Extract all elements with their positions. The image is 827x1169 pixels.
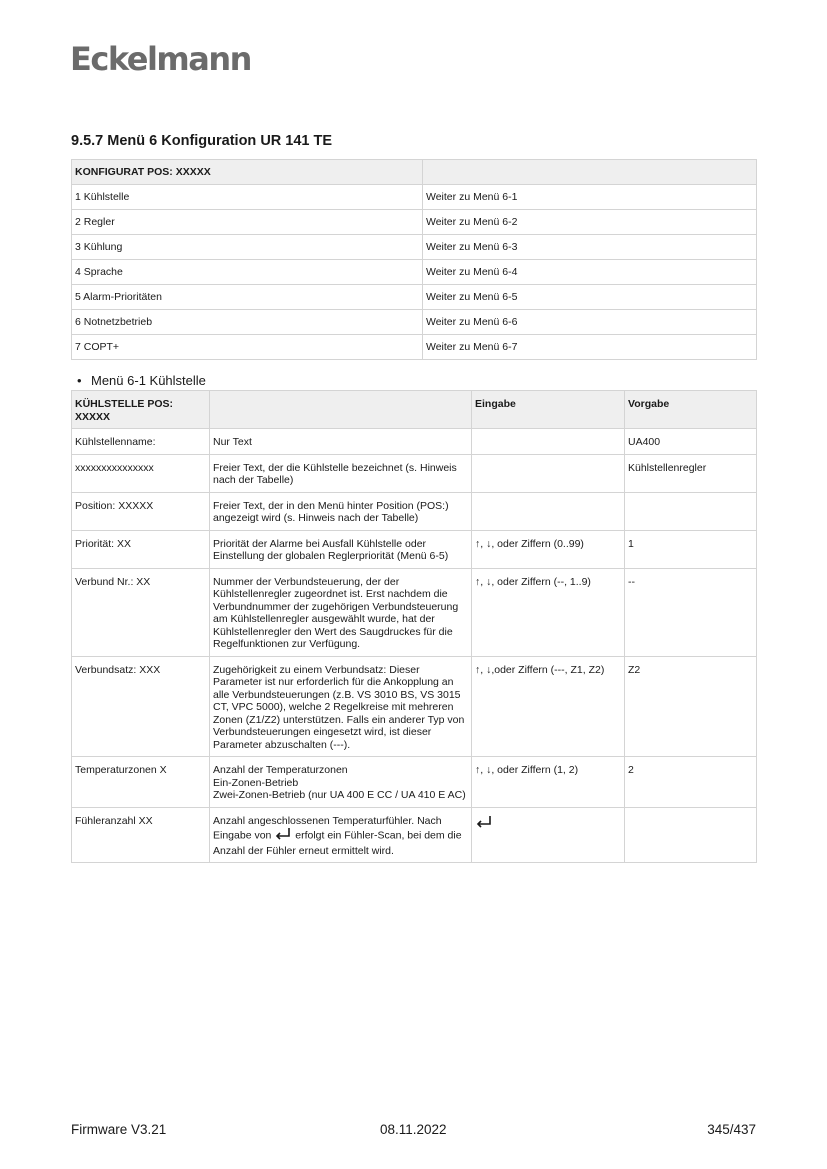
table-row <box>72 807 757 863</box>
table-row <box>72 656 757 757</box>
table-row <box>72 530 757 568</box>
parameter-name: Fühleranzahl XX <box>72 807 210 863</box>
description-text: erfolgt ein Fühler-Scan, bei dem die Anzahl der Fühler erneut ermittelt wird. <box>213 829 462 857</box>
menu-item-target: Weiter zu Menü 6-3 <box>423 235 757 260</box>
parameter-name: xxxxxxxxxxxxxxx <box>72 454 210 492</box>
table-row <box>72 310 757 335</box>
table-row <box>72 454 757 492</box>
parameter-name: Temperaturzonen X <box>72 757 210 808</box>
enter-key-icon <box>475 815 493 833</box>
description-text: Eingabe von <box>213 829 272 842</box>
bullet-dot-icon: • <box>77 373 82 388</box>
bullet-text: Menü 6-1 Kühlstelle <box>91 373 206 388</box>
menu-item-target: Weiter zu Menü 6-5 <box>423 285 757 310</box>
parameter-default <box>625 807 757 863</box>
menu-item-label: 2 Regler <box>72 210 423 235</box>
footer-page-number: 345/437 <box>707 1122 756 1137</box>
parameter-description: Nur Text <box>210 429 472 455</box>
parameter-default: Z2 <box>625 656 757 757</box>
parameter-description <box>210 807 472 863</box>
menu-item-label: 5 Alarm-Prioritäten <box>72 285 423 310</box>
parameter-name: Position: XXXXX <box>72 492 210 530</box>
description-line: Anzahl angeschlossenen Temperaturfühler. Nach <box>213 814 442 827</box>
table-row <box>72 429 757 455</box>
table-row <box>72 492 757 530</box>
parameter-input <box>472 492 625 530</box>
parameter-description: Zugehörigkeit zu einem Verbundsatz: Dieser Parameter ist nur erforderlich für die Ankopplung an alle Verbundsteuerungen (z.B. VS 3010 BS, VS 3015 CT, VPC 5000), welche 2 Regelkreise mit mehreren Zonen (Z1/Z2) unterstützen. Falls ein anderer Typ von Verbundsteuerungen eingesetzt wird, ist dieser Parameter abzuschalten (---). <box>210 656 472 757</box>
header-cell: Eingabe <box>472 391 625 429</box>
parameter-default: UA400 <box>625 429 757 455</box>
table-row <box>72 285 757 310</box>
kuehlstelle-parameter-table <box>71 390 757 863</box>
parameter-default <box>625 492 757 530</box>
menu-item-label: 6 Notnetzbetrieb <box>72 310 423 335</box>
parameter-default: Kühlstellenregler <box>625 454 757 492</box>
menu-item-target: Weiter zu Menü 6-4 <box>423 260 757 285</box>
table-header-row <box>72 160 757 185</box>
parameter-default: -- <box>625 568 757 656</box>
header-cell: Vorgabe <box>625 391 757 429</box>
footer-date: 08.11.2022 <box>380 1122 447 1137</box>
parameter-input: ↑, ↓, oder Ziffern (1, 2) <box>472 757 625 808</box>
parameter-name: Verbund Nr.: XX <box>72 568 210 656</box>
eckelmann-logo: Eckelmann <box>70 40 251 78</box>
parameter-input <box>472 454 625 492</box>
parameter-default: 1 <box>625 530 757 568</box>
header-cell: KONFIGURAT POS: XXXXX <box>72 160 423 185</box>
parameter-input: ↑, ↓, oder Ziffern (0..99) <box>472 530 625 568</box>
parameter-description: Freier Text, der in den Menü hinter Position (POS:) angezeigt wird (s. Hinweis nach der Tabelle) <box>210 492 472 530</box>
table-row <box>72 335 757 360</box>
bullet-menu-6-1 <box>77 373 206 388</box>
table-row <box>72 185 757 210</box>
parameter-input <box>472 429 625 455</box>
parameter-description: Freier Text, der die Kühlstelle bezeichnet (s. Hinweis nach der Tabelle) <box>210 454 472 492</box>
footer-firmware: Firmware V3.21 <box>71 1122 167 1137</box>
table-row <box>72 260 757 285</box>
configuration-menu-table <box>71 159 757 360</box>
parameter-description: Nummer der Verbundsteuerung, der der Kühlstellenregler zugeordnet ist. Erst nachdem die Verbundnummer der zugehörigen Verbundsteuerung am Kühlstellenregler ausgewählt wurde, hat der Kühlstellenregler den Wert des Saugdruckes für die Regelfunktionen zur Verfügung. <box>210 568 472 656</box>
enter-key-icon <box>274 827 292 845</box>
section-title: 9.5.7 Menü 6 Konfiguration UR 141 TE <box>71 133 333 149</box>
parameter-input: ↑, ↓, oder Ziffern (--, 1..9) <box>472 568 625 656</box>
table-row <box>72 210 757 235</box>
menu-item-target: Weiter zu Menü 6-1 <box>423 185 757 210</box>
menu-item-target: Weiter zu Menü 6-6 <box>423 310 757 335</box>
menu-item-label: 4 Sprache <box>72 260 423 285</box>
menu-item-label: 7 COPT+ <box>72 335 423 360</box>
header-cell <box>423 160 757 185</box>
table-row <box>72 235 757 260</box>
parameter-input <box>472 807 625 863</box>
table-row <box>72 568 757 656</box>
table-row <box>72 757 757 808</box>
parameter-name: Priorität: XX <box>72 530 210 568</box>
menu-item-label: 3 Kühlung <box>72 235 423 260</box>
parameter-description: Priorität der Alarme bei Ausfall Kühlstelle oder Einstellung der globalen Reglerpriorität (Menü 6-5) <box>210 530 472 568</box>
parameter-name: Verbundsatz: XXX <box>72 656 210 757</box>
header-cell <box>210 391 472 429</box>
menu-item-target: Weiter zu Menü 6-7 <box>423 335 757 360</box>
menu-item-target: Weiter zu Menü 6-2 <box>423 210 757 235</box>
menu-item-label: 1 Kühlstelle <box>72 185 423 210</box>
parameter-input: ↑, ↓,oder Ziffern (---, Z1, Z2) <box>472 656 625 757</box>
table-header-row <box>72 391 757 429</box>
parameter-default: 2 <box>625 757 757 808</box>
parameter-name: Kühlstellenname: <box>72 429 210 455</box>
parameter-description: Anzahl der Temperaturzonen Ein-Zonen-Betrieb Zwei-Zonen-Betrieb (nur UA 400 E CC / UA 410 E AC) <box>210 757 472 808</box>
header-cell: KÜHLSTELLE POS: XXXXX <box>72 391 210 429</box>
